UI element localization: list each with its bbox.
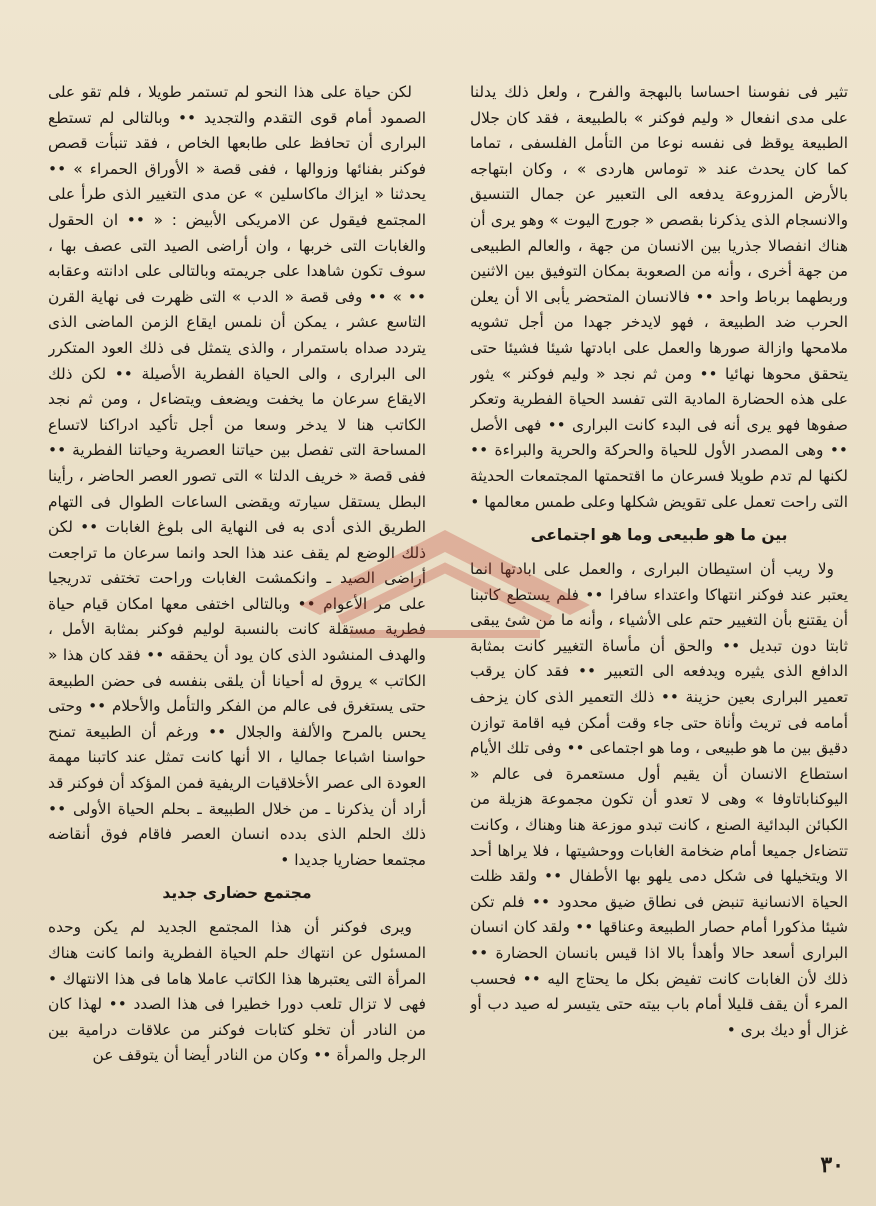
article-column-right: [470, 80, 848, 1160]
article-paragraph: تثير فى نفوسنا احساسا بالبهجة والفرح ، ولعل ذلك يدلنا على مدى انفعال « وليم فوكنر » بالطبيعة ، فقد كان جلال الطبيعة يوقظ فى نفسه نوعا من التأمل الفلسفى ، تماما كما كان يحدث عند « توماس هاردى » ، وكان ابتهاجه بالأرض المزروعة يدفعه الى التعبير عن جمال التنسيق والانسجام الذى يذكرنا بقصص « جورج اليوت » وهو يرى أن هناك انفصالا جذريا بين الانسان من جهة ، والعالم الطبيعى من جهة أخرى ، وأنه من الصعوبة بمكان التوفيق بين الاثنين وربطهما برباط واحد •• فالانسان المتحضر يأبى الا أن يعلن الحرب ضد الطبيعة ، فهو لايدخر جهدا من أجل تشويه ملامحها وازالة صورها والعمل على ابادتها شيئا فشيئا حتى يتحقق محوها نهائيا •• ومن ثم نجد « وليم فوكنر » يثور على هذه الحضارة المادية التى تفسد الحياة الفطرية وتعكر صفوها فهو يرى أنه فى البدء كانت البرارى •• فهى الأصل •• وهى المصدر الأول للحياة والحركة والحرية والبراءة •• لكنها لم تدم طويلا فسرعان ما اقتحمتها المجتمعات الحديثة التى راحت تعمل على تقويض شكلها وعلى طمس معالمها •: [470, 83, 848, 511]
section-subheading: مجتمع حضارى جديد: [162, 884, 312, 903]
article-paragraph: لكن حياة على هذا النحو لم تستمر طويلا ، فلم تقو على الصمود أمام قوى التقدم والتجديد •• وبالتالى لم تستطع البرارى أن تحافظ على طابعها الخاص ، فقد تنبأت قصص فوكنر بفنائها وزوالها ، ففى قصة « الأوراق الحمراء » •• يحدثنا « ايزاك ماكاسلين » عن مدى التغيير الذى طرأ على المجتمع فيقول عن الامريكى الأبيض : « •• ان الحقول والغابات التى خربها ، وان أراضى الصيد التى عصف بها ، سوف تكون شاهدا على جريمته وبالتالى على ادانته وعقابه •• » •• وفى قصة « الدب » التى ظهرت فى نهاية القرن التاسع عشر ، يمكن أن نلمس ايقاع الزمن الماضى الذى يتردد صداه باستمرار ، والذى يتمثل فى ذلك العود المتكرر الى البرارى ، والى الحياة الفطرية الأصيلة •• لكن ذلك الايقاع سرعان ما يخفت ويضعف ويتضاءل ، ومن ثم نجد الكاتب هنا لا يدخر وسعا من أجل تأكيد ادراكنا لاتساع المساحة التى تفصل بين حياتنا العصرية وحياتنا الفطرية •• ففى قصة « خريف الدلتا » التى تصور العصر الحاضر ، رأينا البطل يستقل سيارته ويقضى الساعات الطوال فى التهام الطريق الذى أدى به فى النهاية الى بلوغ الغابات •• لكن ذلك الوضع لم يقف عند هذا الحد وانما سرعان ما تراجعت أراضى الصيد ـ وانكمشت الغابات وراحت تختفى تدريجيا على مر الأعوام •• وبالتالى اختفى معها امكان قيام حياة فطرية مستقلة كانت بالنسبة لوليم فوكنر بمثابة الأمل ، والهدف المنشود الذى كان يود أن يحققه •• فقد كان هذا « الكاتب » يروق له أحيانا أن يلقى بنفسه فى حضن الطبيعة حتى يستغرق فى عالم من الفكر والتأمل والأحلام •• وحتى يحس بالمرح والألفة والجلال •• ورغم أن الطبيعة تمنح حواسنا اشباعا جماليا ، الا أنها كانت تمثل عند كاتبنا مهمة العودة الى عصر الأخلاقيات الريفية فمن المؤكد أن فوكنر قد أراد أن يذكرنا ـ من خلال الطبيعة ـ بحلم الحياة الأولى •• ذلك الحلم الذى بدده انسان العصر فاقام فوق أنقاضه مجتمعا حضاريا جديدا •: [48, 83, 426, 869]
page-number: ٣٠: [820, 1152, 844, 1178]
article-paragraph: ولا ريب أن استيطان البرارى ، والعمل على ابادتها انما يعتبر عند فوكنر انتهاكا واعتداء سافرا •• فلم يستطع كاتبنا أن يقتنع بأن التغيير حتم على الأشياء ، وأنه ما من شئ يبقى ثابتا دون تبديل •• والحق أن مأساة التغيير كانت بمثابة الدافع الذى يثيره ويدفعه الى التعبير •• فقد كان يرقب تعمير البرارى بعين حزينة •• ذلك التعمير الذى كان يزحف أمامه فى تريث وأناة حتى جاء وقت أمكن فيه اقامة توازن دقيق بين ما هو طبيعى ، وما هو اجتماعى •• وفى تلك الأيام استطاع الانسان أن يقيم أول مستعمرة فى عالم « اليوكناباتاوفا » وهى لا تعدو أن تكون مجموعة هزيلة من الكبائن البدائية الصنع ، كانت تبدو موزعة هنا وهناك ، وكانت تتضاءل جميعا أمام ضخامة الغابات ووحشيتها ، فلا يراها أحد الا ويتخيلها فى شكل دمى يلهو بها الأطفال •• ولقد ظلت الحياة الانسانية تنبض فى نطاق ضيق محدود •• فلم تكن شيئا مذكورا أمام حصار الطبيعة وعناقها •• ولقد كان انسان البرارى أسعد حالا وأهدأ بالا اذا قيس بانسان الحضارة •• ذلك لأن الغابات كانت تفيض بكل ما يحتاج اليه •• فحسب المرء أن يقف قليلا أمام باب بيته حتى يتيسر له صيد دب أو غزال أو ديك برى •: [470, 560, 848, 1039]
article-paragraph: ويرى فوكنر أن هذا المجتمع الجديد لم يكن وحده المسئول عن انتهاك حلم الحياة الفطرية وانما كانت هناك المرأة التى يعتبرها هذا الكاتب عاملا هاما فى هذا الانتهاك • فهى لا تزال تلعب دورا خطيرا فى هذا الصدد •• لهذا كان من النادر أن تخلو كتابات فوكنر من علاقات درامية بين الرجل والمرأة •• وكان من النادر أيضا أن يتوقف عن: [48, 918, 426, 1065]
article-column-left: [48, 80, 426, 1160]
section-subheading: بين ما هو طبيعى وما هو اجتماعى: [530, 526, 788, 545]
